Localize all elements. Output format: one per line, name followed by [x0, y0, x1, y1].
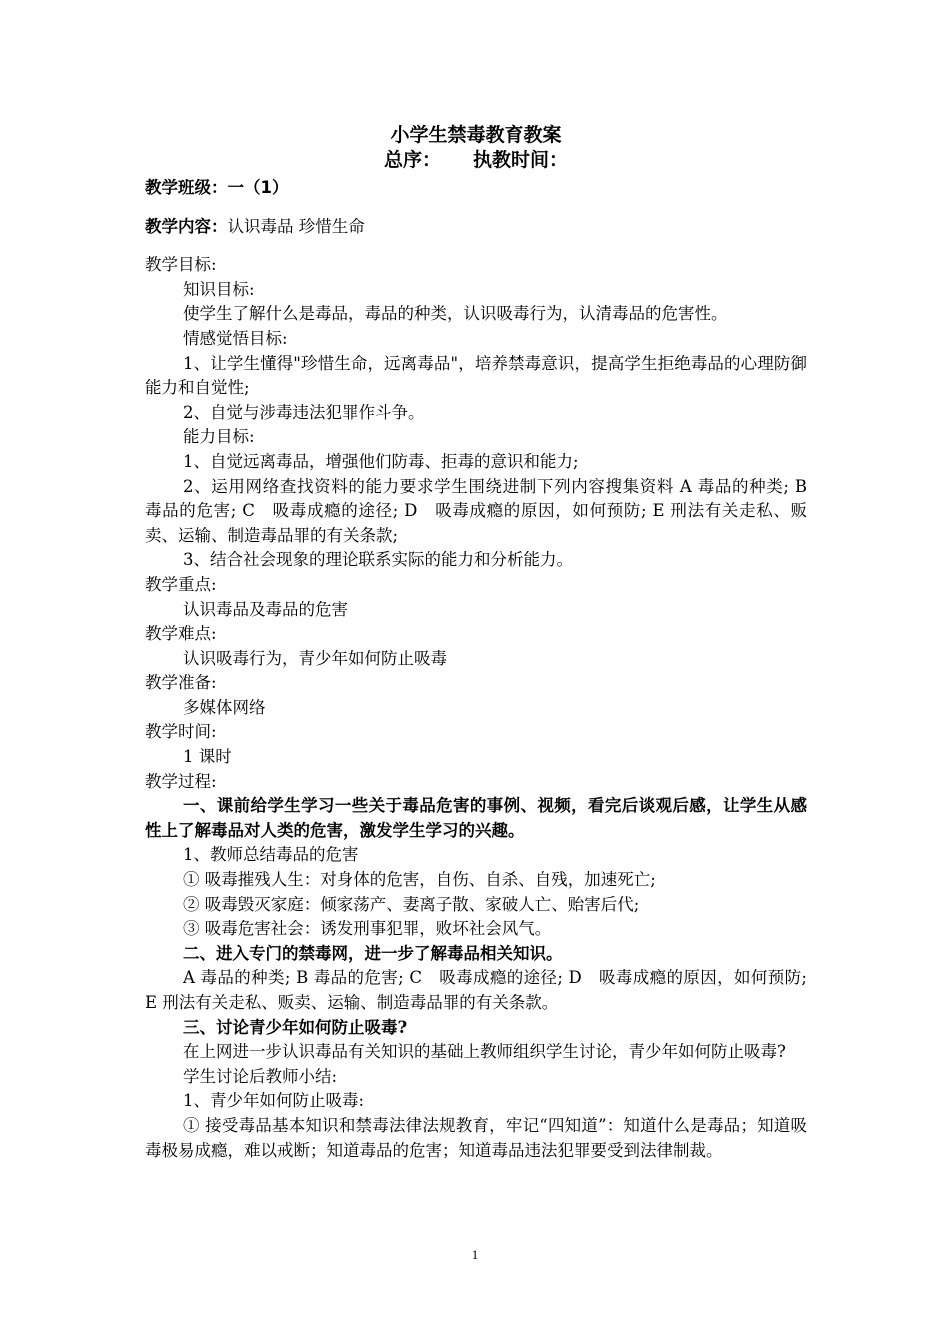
process-step-2: 二、进入专门的禁毒网，进一步了解毒品相关知识。: [183, 943, 563, 963]
emotion-goal-2: 2、自觉与涉毒违法犯罪作斗争。: [183, 402, 425, 422]
page-number: 1: [471, 1247, 479, 1262]
emotion-goal-1: 1、让学生懂得"珍惜生命，远离毒品"，培养禁毒意识，提高学生拒绝毒品的心理防御能力和自觉性;: [145, 353, 807, 398]
prevention-label: 1、青少年如何防止吸毒:: [183, 1091, 365, 1111]
harm-item-2: ② 吸毒毁灭家庭：倾家荡产、妻离子散、家破人亡、贻害后代;: [183, 894, 640, 914]
class-label: 教学班级：: [145, 178, 228, 197]
knowledge-goal-label: 知识目标:: [183, 279, 255, 299]
heading-goals: 教学目标:: [145, 255, 217, 275]
ability-goal-label: 能力目标:: [183, 427, 255, 447]
ability-goal-1: 1、自觉远离毒品，增强他们防毒、拒毒的意识和能力;: [183, 451, 579, 471]
heading-difficulties: 教学难点:: [145, 624, 217, 644]
harm-item-3: ③ 吸毒危害社会：诱发刑事犯罪，败坏社会风气。: [183, 919, 552, 939]
emotion-goal-label: 情感觉悟目标:: [183, 328, 288, 348]
sequence-label: 总序：: [383, 149, 441, 171]
content-row: [145, 215, 807, 240]
preparation-text: 多媒体网络: [183, 697, 266, 717]
content-label: 教学内容：: [145, 216, 228, 236]
class-row: [145, 176, 807, 201]
knowledge-list: A 毒品的种类; B 毒品的危害; C 吸毒成瘾的途径; D 吸毒成瘾的原因，如何预防; E 刑法有关走私、贩卖、运输、制造毒品罪的有关条款。: [145, 968, 807, 1012]
discussion-text: 在上网进一步认识毒品有关知识的基础上教师组织学生讨论，青少年如何防止吸毒?: [183, 1042, 786, 1062]
duration-text: 1 课时: [183, 747, 232, 767]
heading-preparation: 教学准备:: [145, 673, 217, 693]
harm-item-1: ① 吸毒摧残人生：对身体的危害，自伤、自杀、自残，加速死亡;: [183, 870, 656, 890]
heading-process: 教学过程:: [145, 771, 217, 791]
time-label: 执教时间：: [473, 149, 569, 171]
discussion-summary-label: 学生讨论后教师小结:: [183, 1066, 338, 1086]
difficulties-text: 认识吸毒行为，青少年如何防止吸毒: [183, 648, 447, 668]
teacher-summary-label: 1、教师总结毒品的危害: [183, 845, 359, 865]
ability-goal-2: 2、运用网络查找资料的能力要求学生围绕进制下列内容搜集资料 A 毒品的种类; B 毒品的危害; C 吸毒成瘾的途径; D 吸毒成瘾的原因，如何预防; E 刑法有关走私、贩卖、运输、制造毒品罪的有关条款;: [145, 476, 824, 545]
process-step-1: 一、课前给学生学习一些关于毒品危害的事例、视频，看完后谈观后感，让学生从感性上了解毒品对人类的危害，激发学生学习的兴趣。: [145, 796, 807, 840]
knowledge-goal-text: 使学生了解什么是毒品，毒品的种类，认识吸毒行为，认清毒品的危害性。: [183, 304, 728, 324]
document-subtitle: [145, 148, 807, 173]
ability-goal-3: 3、结合社会现象的理论联系实际的能力和分析能力。: [183, 550, 573, 570]
key-points-text: 认识毒品及毒品的危害: [183, 599, 348, 619]
document-title: 小学生禁毒教育教案: [390, 124, 562, 146]
document-body: [145, 123, 824, 1163]
class-value: 一（1）: [227, 178, 289, 197]
prevention-item-1: ① 接受毒品基本知识和禁毒法律法规教育，牢记“四知道”：知道什么是毒品；知道吸毒极易成瘾，难以戒断；知道毒品的危害；知道毒品违法犯罪要受到法律制裁。: [145, 1115, 807, 1160]
process-step-3: 三、讨论青少年如何防止吸毒?: [183, 1017, 408, 1037]
content-value: 认识毒品 珍惜生命: [227, 216, 365, 236]
heading-duration: 教学时间:: [145, 722, 217, 742]
heading-key-points: 教学重点:: [145, 574, 217, 594]
